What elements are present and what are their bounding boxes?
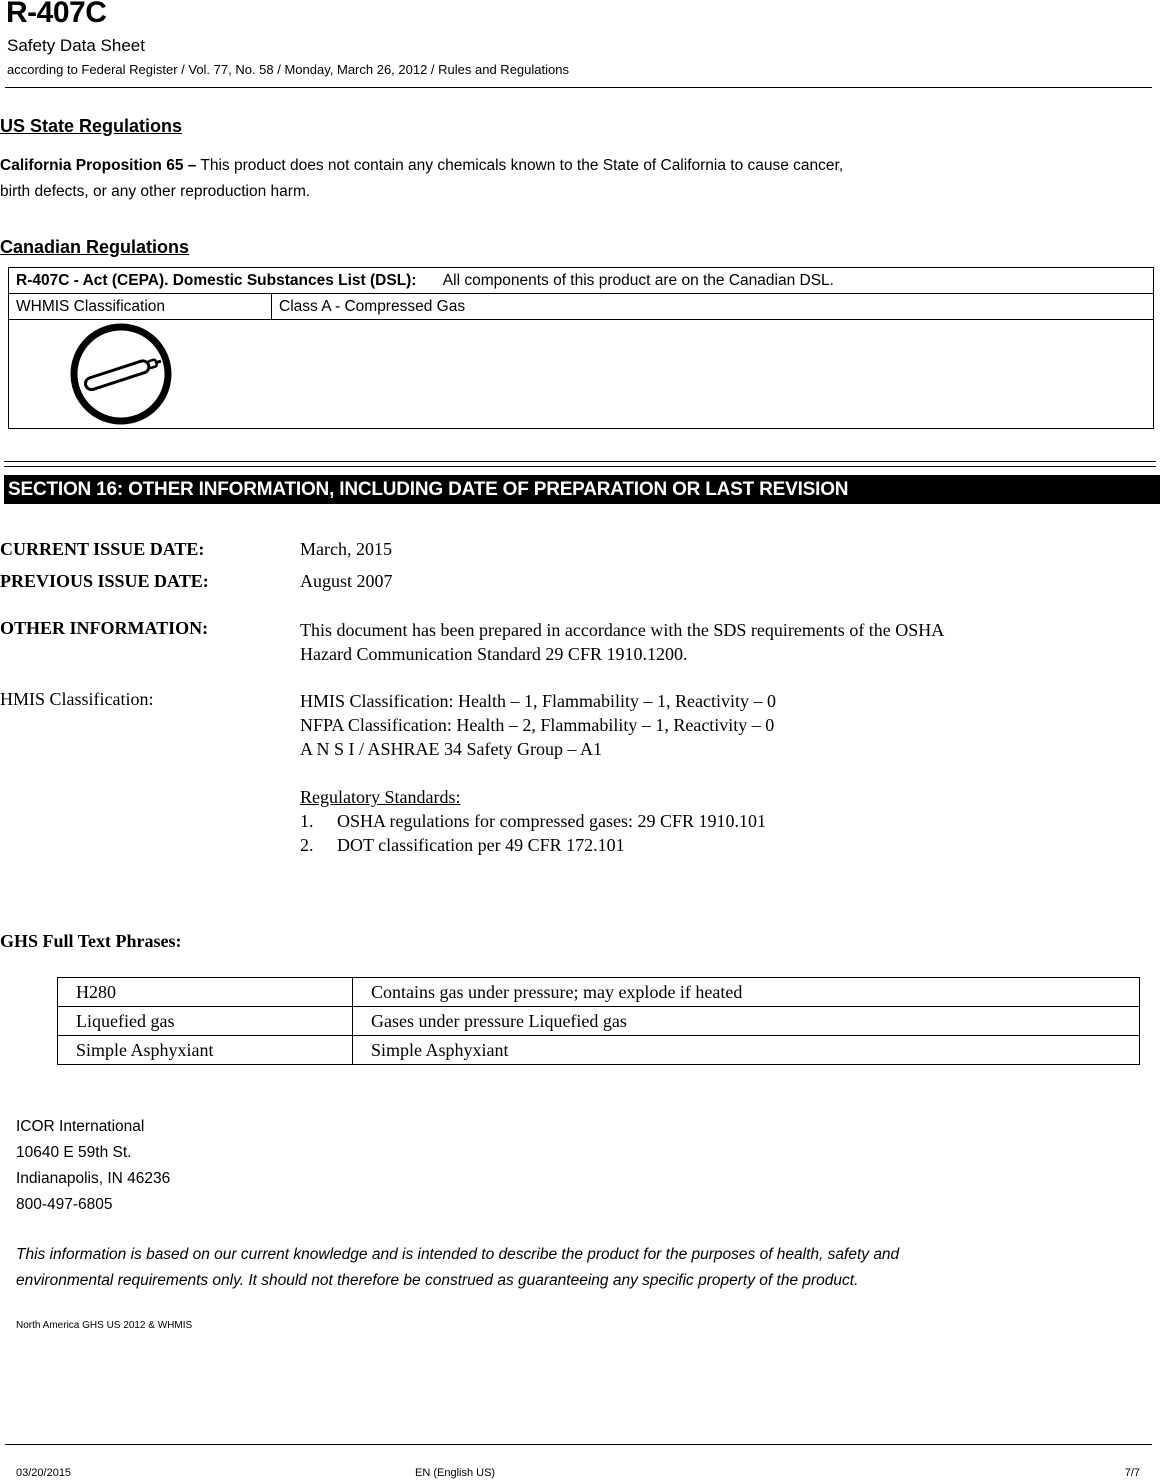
ghs-phrases-table	[57, 977, 1140, 1065]
other-info-line-2: Hazard Communication Standard 29 CFR 1910.1200.	[300, 644, 688, 664]
nfpa-line: NFPA Classification: Health – 2, Flammability – 1, Reactivity – 0	[300, 715, 775, 735]
disclaimer-line-2: environmental requirements only. It should not therefore be construed as guaranteeing any specific property of the product.	[16, 1272, 859, 1289]
ghs-code: Liquefied gas	[58, 1007, 353, 1036]
current-issue-label: CURRENT ISSUE DATE:	[0, 539, 205, 559]
section-rule-top	[4, 461, 1156, 462]
hmis-label: HMIS Classification:	[0, 689, 154, 709]
disclaimer-line-1: This information is based on our current knowledge and is intended to describe the product for the purposes of health, safety and	[16, 1246, 900, 1263]
ghs-heading: GHS Full Text Phrases:	[0, 931, 182, 951]
document-type: Safety Data Sheet	[7, 36, 145, 55]
ghs-text: Simple Asphyxiant	[353, 1036, 1140, 1065]
table-row	[58, 1007, 1140, 1036]
dsl-label: R-407C - Act (CEPA). Domestic Substances List (DSL):	[16, 271, 417, 289]
header-divider	[5, 87, 1152, 88]
table-row	[58, 1036, 1140, 1065]
us-state-heading: US State Regulations	[0, 116, 183, 136]
canadian-heading: Canadian Regulations	[0, 237, 190, 257]
prop65-text-2: birth defects, or any other reproduction harm.	[0, 183, 311, 200]
dsl-row	[9, 268, 1154, 294]
whmis-value: Class A - Compressed Gas	[272, 294, 1154, 320]
ghs-text: Contains gas under pressure; may explode if heated	[353, 978, 1140, 1007]
product-title: R-407C	[6, 0, 107, 29]
prop65-label: California Proposition 65 –	[0, 157, 197, 174]
whmis-symbol-cell	[9, 320, 1154, 429]
company-phone: 800-497-6805	[16, 1196, 113, 1213]
reg-item-text: OSHA regulations for compressed gases: 29 CFR 1910.101	[337, 811, 766, 831]
footer-divider	[5, 1444, 1152, 1445]
canadian-table	[8, 267, 1154, 429]
ashrae-line: A N S I / ASHRAE 34 Safety Group – A1	[300, 739, 603, 759]
section16-title: SECTION 16: OTHER INFORMATION, INCLUDING DATE OF PREPARATION OR LAST REVISION	[4, 475, 1160, 504]
previous-issue-label: PREVIOUS ISSUE DATE:	[0, 571, 209, 591]
dsl-value: All components of this product are on the Canadian DSL.	[442, 271, 834, 289]
footer-page-number: 7/7	[1124, 1467, 1140, 1479]
company-address	[16, 1114, 170, 1218]
ghs-text: Gases under pressure Liquefied gas	[353, 1007, 1140, 1036]
disclaimer	[16, 1242, 1156, 1294]
other-info-text	[300, 618, 944, 666]
hmis-line-1: HMIS Classification: Health – 1, Flammability – 1, Reactivity – 0	[300, 691, 776, 711]
reg-item-number: 1.	[300, 811, 314, 831]
footer-date: 03/20/2015	[16, 1467, 72, 1479]
standard-note: North America GHS US 2012 & WHMIS	[16, 1320, 193, 1331]
prop65-text: This product does not contain any chemicals known to the State of California to cause cancer,	[196, 157, 844, 174]
section-rule-bottom	[4, 466, 1156, 467]
company-city: Indianapolis, IN 46236	[16, 1170, 171, 1187]
company-street: 10640 E 59th St.	[16, 1144, 132, 1161]
reg-item-number: 2.	[300, 835, 314, 855]
prop65-paragraph	[0, 153, 1150, 205]
ghs-code: H280	[58, 978, 353, 1007]
reg-item	[300, 811, 766, 832]
reg-item-text: DOT classification per 49 CFR 172.101	[337, 835, 625, 855]
company-name: ICOR International	[16, 1118, 145, 1135]
table-row	[58, 978, 1140, 1007]
other-info-label: OTHER INFORMATION:	[0, 618, 209, 638]
current-issue-value: March, 2015	[300, 539, 392, 559]
whmis-label: WHMIS Classification	[9, 294, 272, 320]
regulatory-standards-heading: Regulatory Standards:	[300, 787, 461, 807]
ghs-code: Simple Asphyxiant	[58, 1036, 353, 1065]
hmis-text	[300, 689, 776, 761]
regulation-reference: according to Federal Register / Vol. 77, No. 58 / Monday, March 26, 2012 / Rules and Regulations	[7, 62, 569, 77]
other-info-line-1: This document has been prepared in accordance with the SDS requirements of the OSHA	[300, 620, 945, 640]
compressed-gas-cylinder-icon	[66, 322, 176, 426]
reg-item	[300, 835, 625, 856]
footer-language: EN (English US)	[415, 1467, 496, 1479]
previous-issue-value: August 2007	[300, 571, 393, 591]
